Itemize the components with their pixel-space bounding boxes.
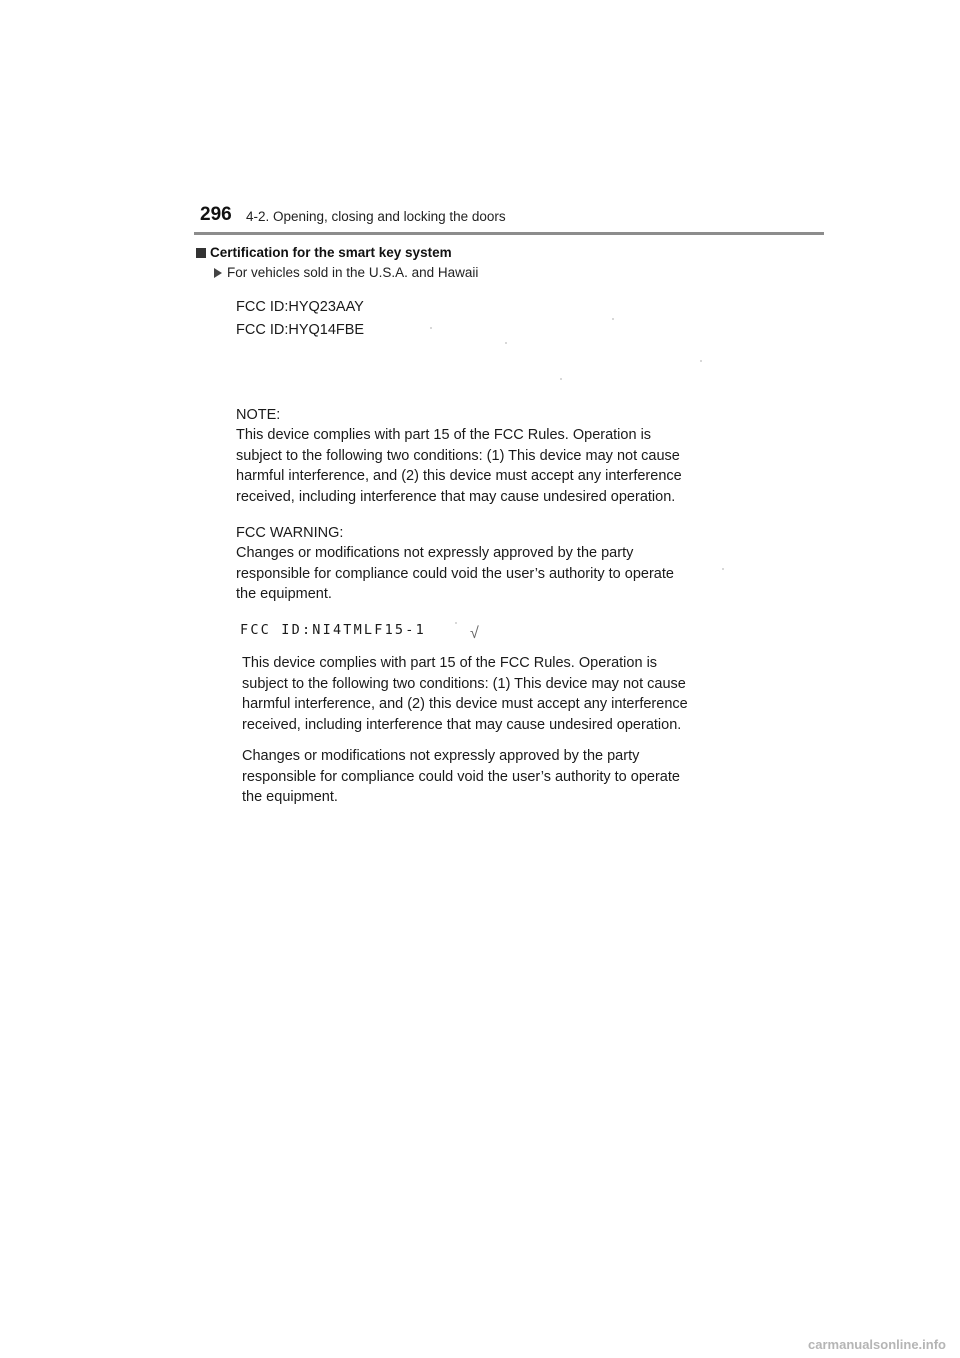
check-mark: √	[470, 625, 479, 642]
warning-line: the equipment.	[236, 586, 332, 602]
watermark: carmanualsonline.info	[808, 1337, 946, 1352]
fcc-id-2: FCC ID:HYQ14FBE	[236, 322, 365, 338]
compliance-line: received, including interference that may cause undesired operation.	[242, 716, 682, 733]
scan-speck	[722, 568, 724, 570]
note-line: subject to the following two conditions: (1) This device may not cause	[236, 447, 680, 464]
header-rule	[194, 232, 824, 235]
compliance-line: subject to the following two conditions: (1) This device may not cause	[242, 675, 686, 692]
scan-speck	[700, 360, 702, 362]
note-line: This device complies with part 15 of the FCC Rules. Operation is	[236, 427, 652, 443]
fcc-id-3: FCC ID:NI4TMLF15-1	[240, 622, 426, 638]
scan-speck	[455, 622, 457, 624]
chapter-title: 4-2. Opening, closing and locking the doors	[246, 209, 506, 224]
changes-line: responsible for compliance could void the user’s authority to operate	[242, 768, 680, 785]
section-heading	[196, 245, 452, 260]
warning-line: Changes or modifications not expressly approved by the party	[236, 545, 634, 561]
scan-speck	[430, 327, 432, 329]
sub-bullet	[214, 265, 478, 280]
compliance-line: This device complies with part 15 of the FCC Rules. Operation is	[242, 655, 658, 671]
note-heading: NOTE:	[236, 407, 281, 423]
warning-text	[236, 543, 674, 605]
page-number: 296	[200, 204, 232, 225]
compliance-text	[242, 653, 688, 735]
scan-speck	[505, 342, 507, 344]
changes-line: the equipment.	[242, 789, 338, 805]
warning-heading: FCC WARNING:	[236, 525, 344, 541]
compliance-line: harmful interference, and (2) this device must accept any interference	[242, 696, 688, 712]
section-title: Certification for the smart key system	[210, 245, 452, 260]
sub-bullet-text: For vehicles sold in the U.S.A. and Hawaii	[227, 265, 479, 280]
square-bullet-icon	[196, 248, 206, 258]
changes-line: Changes or modifications not expressly approved by the party	[242, 748, 640, 764]
triangle-arrow-icon	[214, 268, 222, 278]
fcc-id-1: FCC ID:HYQ23AAY	[236, 299, 364, 315]
note-line: harmful interference, and (2) this device must accept any interference	[236, 468, 682, 484]
scan-speck	[612, 318, 614, 320]
changes-text	[242, 746, 680, 808]
scan-speck	[560, 378, 562, 380]
note-text	[236, 425, 682, 507]
warning-line: responsible for compliance could void the user’s authority to operate	[236, 565, 674, 582]
note-line: received, including interference that may cause undesired operation.	[236, 488, 676, 505]
